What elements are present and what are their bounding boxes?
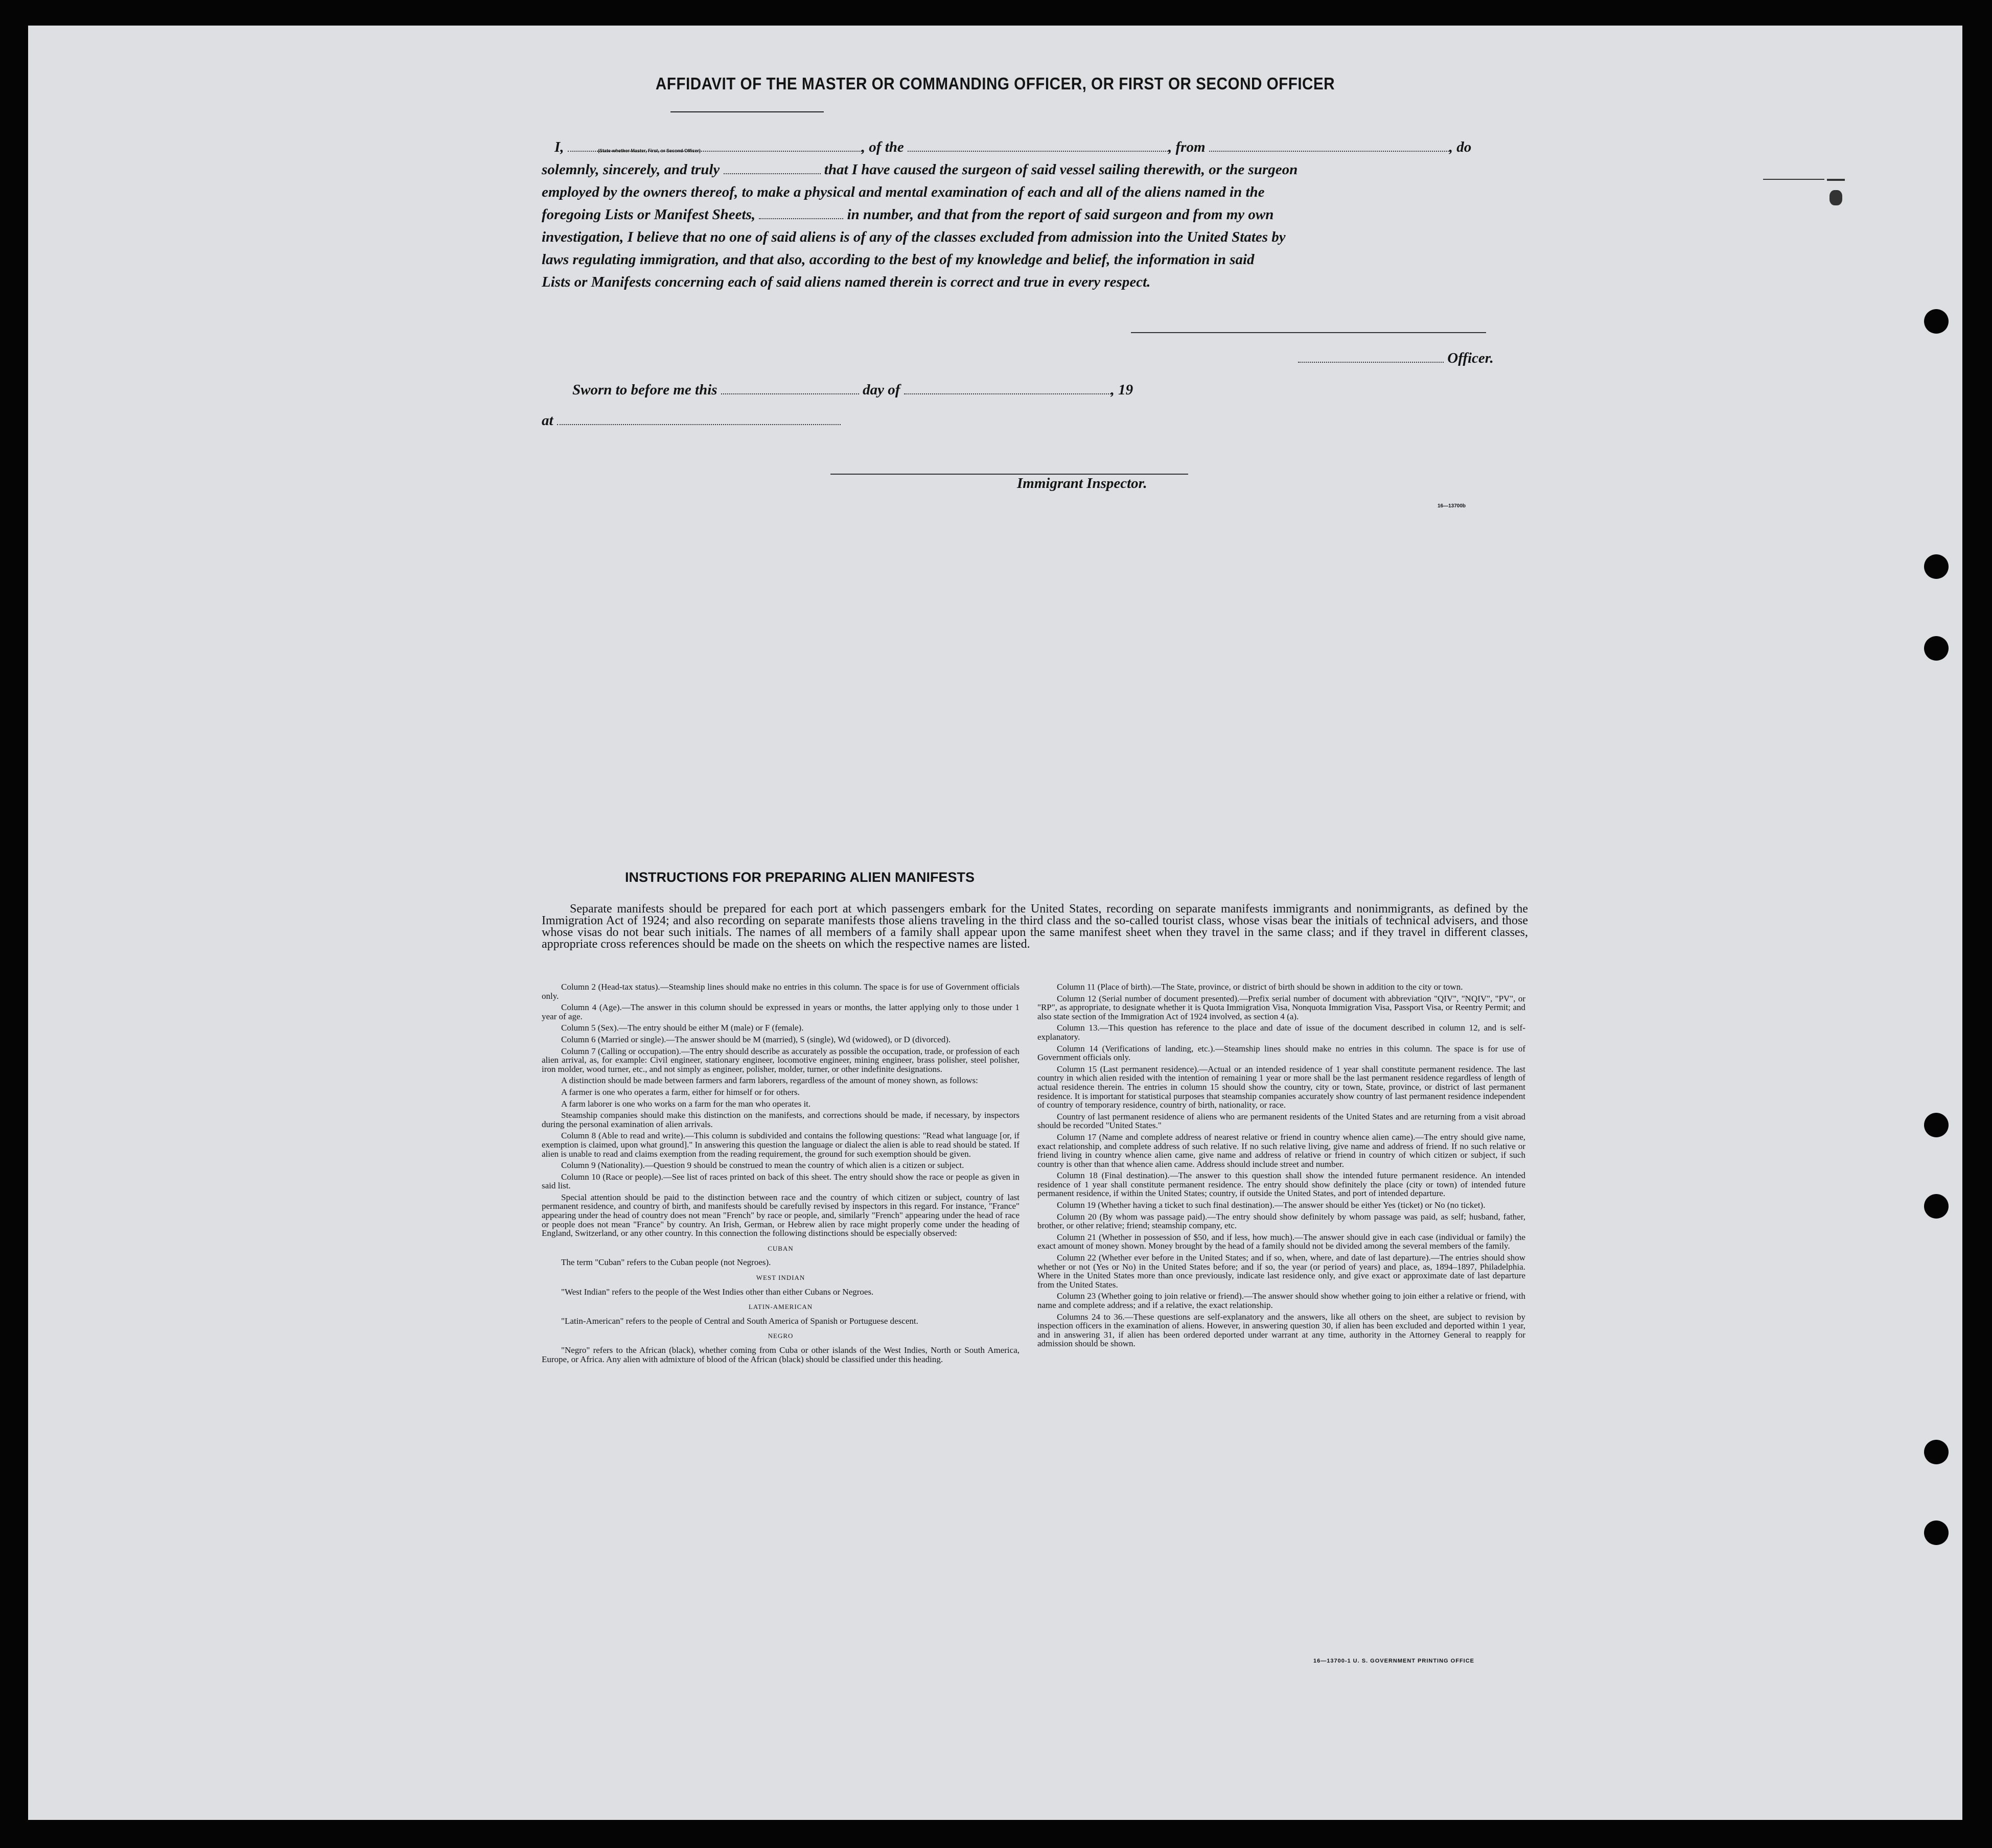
- affidavit-text: , from: [1168, 139, 1206, 155]
- margin-mark: [1827, 179, 1845, 181]
- vessel-blank[interactable]: [908, 139, 1168, 152]
- rank-note: (State whether Master, First, or Second Officer): [598, 148, 701, 153]
- affidavit-text: solemnly, sincerely, and truly: [542, 161, 720, 178]
- affidavit-line-2: [542, 161, 1298, 178]
- margin-mark: [1763, 179, 1824, 180]
- west-indian-heading: WEST INDIAN: [756, 1274, 805, 1282]
- affidavit-line-4: [542, 206, 1273, 223]
- affidavit-text: foregoing Lists or Manifest Sheets,: [542, 206, 756, 223]
- latin-american-heading: LATIN-AMERICAN: [748, 1303, 813, 1311]
- affidavit-text: , 19: [1110, 382, 1133, 398]
- month-blank[interactable]: [904, 382, 1111, 394]
- sworn-line: [572, 382, 1133, 399]
- instruction-paragraph: Column 17 (Name and complete address of nearest relative or friend in country whence alien came).—The entry should give name, exact relationship, and complete address of such relative. If no such relative living, give name and address of friend. If no such relative or friend living in country whence alien came, give name and address of relative or friend in country of which citizen or subject, if such country is other than that whence alien came. Address should include street and number.: [1037, 1132, 1525, 1169]
- place-blank[interactable]: [557, 413, 841, 425]
- instruction-paragraph: Column 6 (Married or single).—The answer should be M (married), S (single), Wd (widowed), or D (divorced).: [561, 1034, 951, 1044]
- sheets-count-blank[interactable]: [759, 207, 843, 219]
- instruction-paragraph: Column 18 (Final destination).—The answer to this question shall show the intended future permanent residence. An intended residence of 1 year shall constitute permanent residence. The entry should show definitely the place (city or town) of intended future permanent residence, if within the United States; country, if outside the United States, and port of intended departure.: [1037, 1171, 1525, 1199]
- instruction-paragraph: Column 8 (Able to read and write).—This column is subdivided and contains the following questions: "Read what language [or, if exemption is claimed, upon what ground]." In answering this question the language or dialect the alien is able to read should be stated. If alien is unable to read and claims exemption from the reading requirement, the ground for such exemption should be given.: [542, 1131, 1020, 1159]
- affidavit-text: in number, and that from the report of said surgeon and from my own: [847, 206, 1274, 223]
- instruction-paragraph: Column 13.—This question has reference to the place and date of issue of the document described in column 12, and is self-explanatory.: [1037, 1023, 1525, 1042]
- latin-american-definition: "Latin-American" refers to the people of Central and South America of Spanish or Portuguese descent.: [561, 1316, 918, 1326]
- instruction-paragraph: Column 4 (Age).—The answer in this column should be expressed in years or months, the latter applying only to those under 1 year of age.: [542, 1002, 1020, 1021]
- affidavit-line-6: laws regulating immigration, and that also, according to the best of my knowledge and belief, the information in said: [542, 251, 1255, 268]
- binder-hole: [1924, 309, 1949, 334]
- affidavit-text: that I have caused the surgeon of said vessel sailing therewith, or the surgeon: [824, 161, 1298, 178]
- affidavit-title: AFFIDAVIT OF THE MASTER OR COMMANDING OFFICER, OR FIRST OR SECOND OFFICER: [655, 74, 1335, 93]
- instructions-right-column: [1037, 983, 1525, 1351]
- instructions-intro: Separate manifests should be prepared for each port at which passengers embark for the United States, recording on separate manifests immigrants and nonimmigrants, as defined by the Immigration Act of 1924; and also recording on separate manifests those aliens traveling in the third class and the so-called tourist class, whose visas bear the initials of technical advisers, and those whose visas do not bear such initials. The names of all members of a family shall appear upon the same manifest sheet when they travel in the same class; and if they travel in different classes, appropriate cross references should be made on the sheets on which the respective names are listed.: [542, 902, 1528, 951]
- west-indian-definition: "West Indian" refers to the people of the West Indies other than either Cubans or Negroes.: [561, 1286, 874, 1297]
- binder-hole: [1924, 1194, 1949, 1219]
- affidavit-text: , do: [1449, 139, 1472, 155]
- officer-signature-line[interactable]: [1131, 332, 1486, 333]
- inspector-label: Immigrant Inspector.: [1017, 475, 1147, 492]
- officer-label-row: [1298, 350, 1494, 367]
- instructions-title: INSTRUCTIONS FOR PREPARING ALIEN MANIFESTS: [624, 870, 975, 885]
- instruction-paragraph: Column 12 (Serial number of document presented).—Prefix serial number of document with abbreviation "QIV", "NQIV", "PV", or "RP", as appropriate, to designate whether it is Quota Immigration Visa, Nonquota Immigration Visa, Passport Visa, or Reentry Permit; and also state section of the Immigration Act of 1924 involved, as section 4 (a).: [1037, 993, 1525, 1021]
- form-number: 16—13700b: [1438, 503, 1466, 509]
- instruction-paragraph: Country of last permanent residence of aliens who are permanent residents of the United States and are returning from a visit abroad should be recorded "United States.": [1037, 1111, 1525, 1131]
- instructions-left-column: [542, 983, 1020, 1366]
- instruction-paragraph: Column 22 (Whether ever before in the United States; and if so, when, where, and date of last departure).—The entries should show whether or not (Yes or No) in the United States before; and if so, the year (or period of years) and place, as, 1894–1897, Philadelphia. Where in the United States more than once previously, indicate last residence only, and give exact or approximate date of last departure from the United States.: [1037, 1253, 1525, 1290]
- binder-hole: [1924, 554, 1949, 579]
- instruction-paragraph: Special attention should be paid to the distinction between race and the country of which citizen or subject, country of last permanent residence, and country of birth, and manifests should be carefully revised by inspectors in this regard. For instance, "France" appearing under the head of country does not mean "French" by race or people, and, similarly "French" appearing under the head of race or people does not mean "France" by country. An Irish, German, or Hebrew alien by race might properly come under the heading of England, Switzerland, or any other country. In this connection the following distinctions should be especially observed:: [542, 1192, 1020, 1238]
- cuban-definition: The term "Cuban" refers to the Cuban people (not Negroes).: [561, 1257, 771, 1268]
- inspector-signature-line[interactable]: [830, 474, 1188, 475]
- affidavit-text: I,: [554, 139, 564, 155]
- printing-office-code: 16—13700-1 U. S. GOVERNMENT PRINTING OFFICE: [1313, 1658, 1475, 1664]
- instruction-paragraph: Column 19 (Whether having a ticket to such final destination).—The answer should be either Yes (ticket) or No (no ticket).: [1057, 1200, 1486, 1210]
- instruction-paragraph: Steamship companies should make this distinction on the manifests, and corrections should be made, if necessary, by inspectors during the personal examination of alien arrivals.: [542, 1110, 1020, 1129]
- instruction-paragraph: Column 21 (Whether in possession of $50, and if less, how much).—The answer should give in each case (individual or family) the exact amount of money shown. Money brought by the head of a family should not be divided among the several members of the family.: [1037, 1232, 1525, 1251]
- title-underline: [670, 111, 824, 112]
- negro-definition: "Negro" refers to the African (black), whether coming from Cuba or other islands of the West Indies, North or South America, Europe, or Africa. Any alien with admixture of blood of the African (black) should be classified under this heading.: [542, 1345, 1020, 1364]
- binder-hole: [1924, 1113, 1949, 1137]
- instruction-paragraph: A distinction should be made between farmers and farm laborers, regardless of the amount of money shown, as follows:: [561, 1075, 978, 1086]
- instruction-paragraph: A farmer is one who operates a farm, either for himself or for others.: [561, 1087, 800, 1097]
- instruction-paragraph: Column 5 (Sex).—The entry should be either M (male) or F (female).: [561, 1023, 804, 1033]
- port-blank[interactable]: [1209, 139, 1449, 152]
- day-blank[interactable]: [721, 382, 859, 394]
- instruction-paragraph: A farm laborer is one who works on a farm for the man who operates it.: [561, 1098, 811, 1109]
- instruction-paragraph: Column 10 (Race or people).—See list of races printed on back of this sheet. The entry should show the race or people as given in said list.: [542, 1172, 1020, 1191]
- affidavit-line-3: employed by the owners thereof, to make a physical and mental examination of each and all of the aliens named in the: [542, 184, 1265, 200]
- affidavit-line-7: Lists or Manifests concerning each of said aliens named therein is correct and true in every respect.: [542, 274, 1151, 290]
- manifest-sheet: [28, 26, 1962, 1820]
- affidavit-text: , of the: [861, 139, 904, 155]
- oath-blank[interactable]: [724, 162, 821, 174]
- affidavit-text: day of: [863, 382, 900, 398]
- affidavit-line-5: investigation, I believe that no one of said aliens is of any of the classes excluded from admission into the United States by: [542, 229, 1286, 245]
- negro-heading: NEGRO: [768, 1332, 794, 1340]
- instruction-paragraph: Column 2 (Head-tax status).—Steamship lines should make no entries in this column. The space is for use of Government officials only.: [542, 982, 1020, 1001]
- instruction-paragraph: Column 7 (Calling or occupation).—The entry should describe as accurately as possible the occupation, trade, or profession of each alien arrival, as, for example: Civil engineer, stationary engineer, locomotive engineer, mining engineer, brass polisher, steel polisher, iron molder, wood turner, etc., and not simply as engineer, polisher, molder, turner, or other indefinite designations.: [542, 1046, 1020, 1074]
- instruction-paragraph: Columns 24 to 36.—These questions are self-explanatory and the answers, like all others on the sheet, are subject to revision by inspection officers in the examination of aliens. However, in answering question 30, if alien has been excluded and deported within 1 year, and in answering 31, if alien has been ordered deported under warrant at any time, authority in the Attorney General to reapply for admission should be shown.: [1037, 1312, 1525, 1349]
- margin-mark: [1829, 190, 1842, 205]
- at-line: [542, 412, 841, 429]
- cuban-heading: CUBAN: [768, 1244, 794, 1252]
- instruction-paragraph: Column 20 (By whom was passage paid).—The entry should show definitely by whom passage was paid, as self; husband, father, brother, or other relative; friend; steamship company, etc.: [1037, 1211, 1525, 1231]
- instruction-paragraph: Column 23 (Whether going to join relative or friend).—The answer should show whether going to join either a relative or friend, with name and complete address; and if a relative, the exact relationship.: [1037, 1291, 1525, 1310]
- officer-name-blank[interactable]: [1298, 350, 1444, 363]
- affidavit-text: at: [542, 412, 553, 429]
- affidavit-line-1: [554, 139, 1471, 156]
- binder-hole: [1924, 636, 1949, 661]
- instruction-paragraph: Column 14 (Verifications of landing, etc.).—Steamship lines should make no entries in this column. The space is for use of Government officials only.: [1037, 1043, 1525, 1063]
- instruction-paragraph: Column 9 (Nationality).—Question 9 should be construed to mean the country of which alien is a citizen or subject.: [561, 1160, 964, 1171]
- instruction-paragraph: Column 11 (Place of birth).—The State, province, or district of birth should be shown in addition to the city or town.: [1057, 982, 1463, 992]
- affidavit-text: Sworn to before me this: [572, 382, 717, 398]
- officer-label: Officer.: [1447, 350, 1494, 366]
- instruction-paragraph: Column 15 (Last permanent residence).—Actual or an intended residence of 1 year shall constitute permanent residence. The last country in which alien resided with the intention of remaining 1 year or more shall be the last permanent residence regardless of length of actual residence therein. The entries in column 15 should show the country, city or town, State, province, or district of last permanent residence. It is important for statistical purposes that steamship companies accurately show country of last permanent residence independent of country of temporary residence, country of birth, nationality, or race.: [1037, 1064, 1525, 1110]
- binder-hole: [1924, 1440, 1949, 1464]
- binder-hole: [1924, 1520, 1949, 1545]
